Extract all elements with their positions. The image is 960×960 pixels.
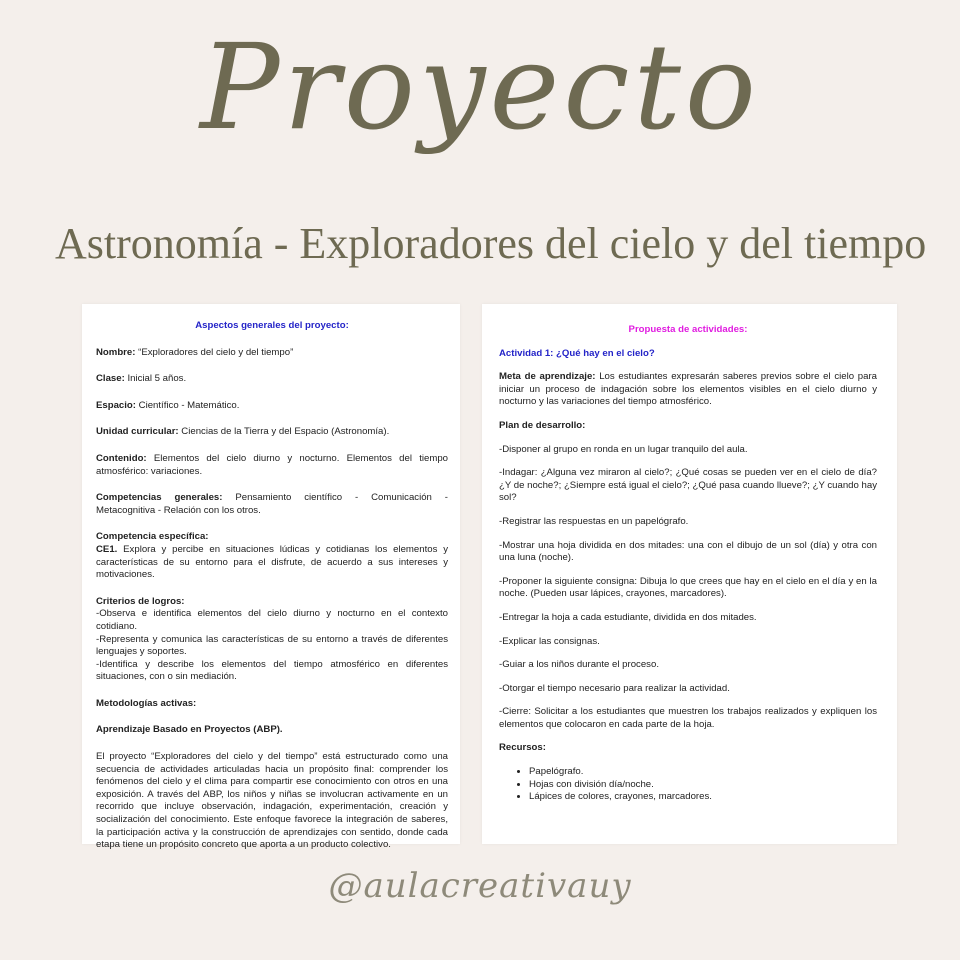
abp-paragraph: El proyecto “Exploradores del cielo y del tiempo” está estructurado como una secuencia de actividades articuladas hacia un propósito final: comprender los fenómenos del cielo y el clima para compartir ese conocimiento con otros en una exposición. A través del ABP, los niños y niñas se involucran activamente en un recorrido que incluye observación, indagación, experimentación, creación y socialización del conocimiento. Este enfoque favorece la integración de saberes, la participación activa y la construcción de aprendizajes con sentido, donde cada etapa tiene un propósito concreto que aporta a un producto colectivo.: [96, 751, 448, 851]
plan-step: -Mostrar una hoja dividida en dos mitades: una con el dibujo de un sol (día) y otra con una luna (noche).: [499, 539, 877, 564]
field-value: Científico - Matemático.: [136, 399, 240, 411]
abp-heading: [96, 724, 448, 737]
list-item: • Lápices de colores, crayones, marcadores.: [529, 791, 877, 804]
field-label: CE1.: [96, 543, 118, 555]
field-label: Meta de aprendizaje:: [499, 371, 596, 383]
field-value: Los estudiantes expresarán saberes previos sobre el cielo para iniciar un proceso de indagación sobre los elementos visibles en el cielo diurno y nocturno y las variaciones del tiempo atmosférico.: [499, 371, 877, 408]
field-label: Espacio:: [96, 399, 136, 411]
plan-step: -Explicar las consignas.: [499, 635, 600, 647]
recursos-list: [499, 766, 877, 804]
field-label: Plan de desarrollo:: [499, 419, 586, 431]
list-item: • Papelógrafo.: [529, 766, 877, 779]
field-clase: [96, 373, 448, 386]
recursos-heading: [499, 742, 877, 755]
field-value: Elementos del cielo diurno y nocturno. Elementos del tiempo atmosférico: variaciones.: [96, 452, 448, 477]
plan-step: -Cierre: Solicitar a los estudiantes que muestren los trabajos realizados y expliquen los elementos que colocaron en cada parte de la hoja.: [499, 706, 877, 730]
field-value: Pensamiento científico - Comunicación - Metacognitiva - Relación con los otros.: [96, 492, 448, 516]
field-contenido: [96, 453, 448, 478]
field-unidad: [96, 426, 448, 439]
activity-title: Actividad 1: ¿Qué hay en el cielo?: [499, 347, 655, 359]
field-label: Competencia específica:: [96, 531, 209, 543]
field-label: Criterios de logros:: [96, 595, 185, 607]
document-sheet-activities: [482, 304, 897, 844]
criterio-item: -Identifica y describe los elementos del tiempo atmosférico en diferentes situaciones, con o sin mediación.: [96, 658, 448, 683]
field-label: Competencias generales:: [96, 492, 223, 504]
sheet-heading: Propuesta de actividades:: [628, 324, 748, 335]
page-subtitle: Astronomía - Exploradores del cielo y del tiempo: [55, 219, 927, 268]
criterios-heading: [96, 596, 448, 609]
sheet-heading: Aspectos generales del proyecto:: [195, 320, 349, 331]
plan-step: -Otorgar el tiempo necesario para realizar la actividad.: [499, 682, 730, 694]
plan-step: -Indagar: ¿Alguna vez miraron al cielo?; ¿Qué cosas se pueden ver en el cielo de día? ¿Y de noche?; ¿Siempre está igual el cielo?; ¿Qué pasa cuando llueve?; ¿Y cuando hay sol?: [499, 467, 877, 504]
plan-step: -Proponer la siguiente consigna: Dibuja lo que crees que hay en el cielo en el día y en la noche. (Pueden usar lápices, crayones, marcadores).: [499, 575, 877, 600]
field-label: Contenido:: [96, 452, 147, 464]
document-sheet-general: [82, 304, 460, 851]
page-title: Proyecto: [200, 18, 760, 156]
field-competencias-generales: [96, 492, 448, 517]
social-handle: @aulacreativauy: [328, 866, 632, 906]
field-nombre: [96, 347, 448, 360]
metodologias-heading: [96, 698, 448, 711]
plan-step: -Entregar la hoja a cada estudiante, dividida en dos mitades.: [499, 611, 757, 623]
field-label: Nombre:: [96, 346, 136, 358]
plan-heading: [499, 420, 877, 433]
field-label: Aprendizaje Basado en Proyectos (ABP).: [96, 724, 283, 736]
plan-step: -Guiar a los niños durante el proceso.: [499, 659, 659, 671]
field-label: Metodologías activas:: [96, 697, 197, 709]
field-value: Inicial 5 años.: [124, 373, 187, 385]
field-value: Explora y percibe en situaciones lúdicas y cotidianas los elementos y características de su entorno para el disfrute, de acuerdo a sus intereses y motivaciones.: [96, 543, 448, 581]
field-label: Unidad curricular:: [96, 426, 179, 438]
field-label: Recursos:: [499, 742, 546, 754]
field-competencia-especifica: [96, 531, 448, 544]
criterio-item: -Representa y comunica las características de su entorno a través de diferentes lenguajes y soportes.: [96, 633, 448, 658]
field-value: Ciencias de la Tierra y del Espacio (Astronomía).: [178, 426, 390, 438]
field-label: Clase:: [96, 373, 125, 385]
field-meta: [499, 371, 877, 409]
field-ce1: [96, 544, 448, 582]
criterio-item: -Observa e identifica elementos del cielo diurno y nocturno en el contexto cotidiano.: [96, 608, 448, 632]
plan-step: -Registrar las respuestas en un papelógrafo.: [499, 515, 689, 527]
list-item: • Hojas con división día/noche.: [529, 779, 877, 792]
field-espacio: [96, 400, 448, 413]
plan-step: -Disponer al grupo en ronda en un lugar tranquilo del aula.: [499, 443, 748, 455]
field-value: “Exploradores del cielo y del tiempo”: [135, 346, 294, 358]
